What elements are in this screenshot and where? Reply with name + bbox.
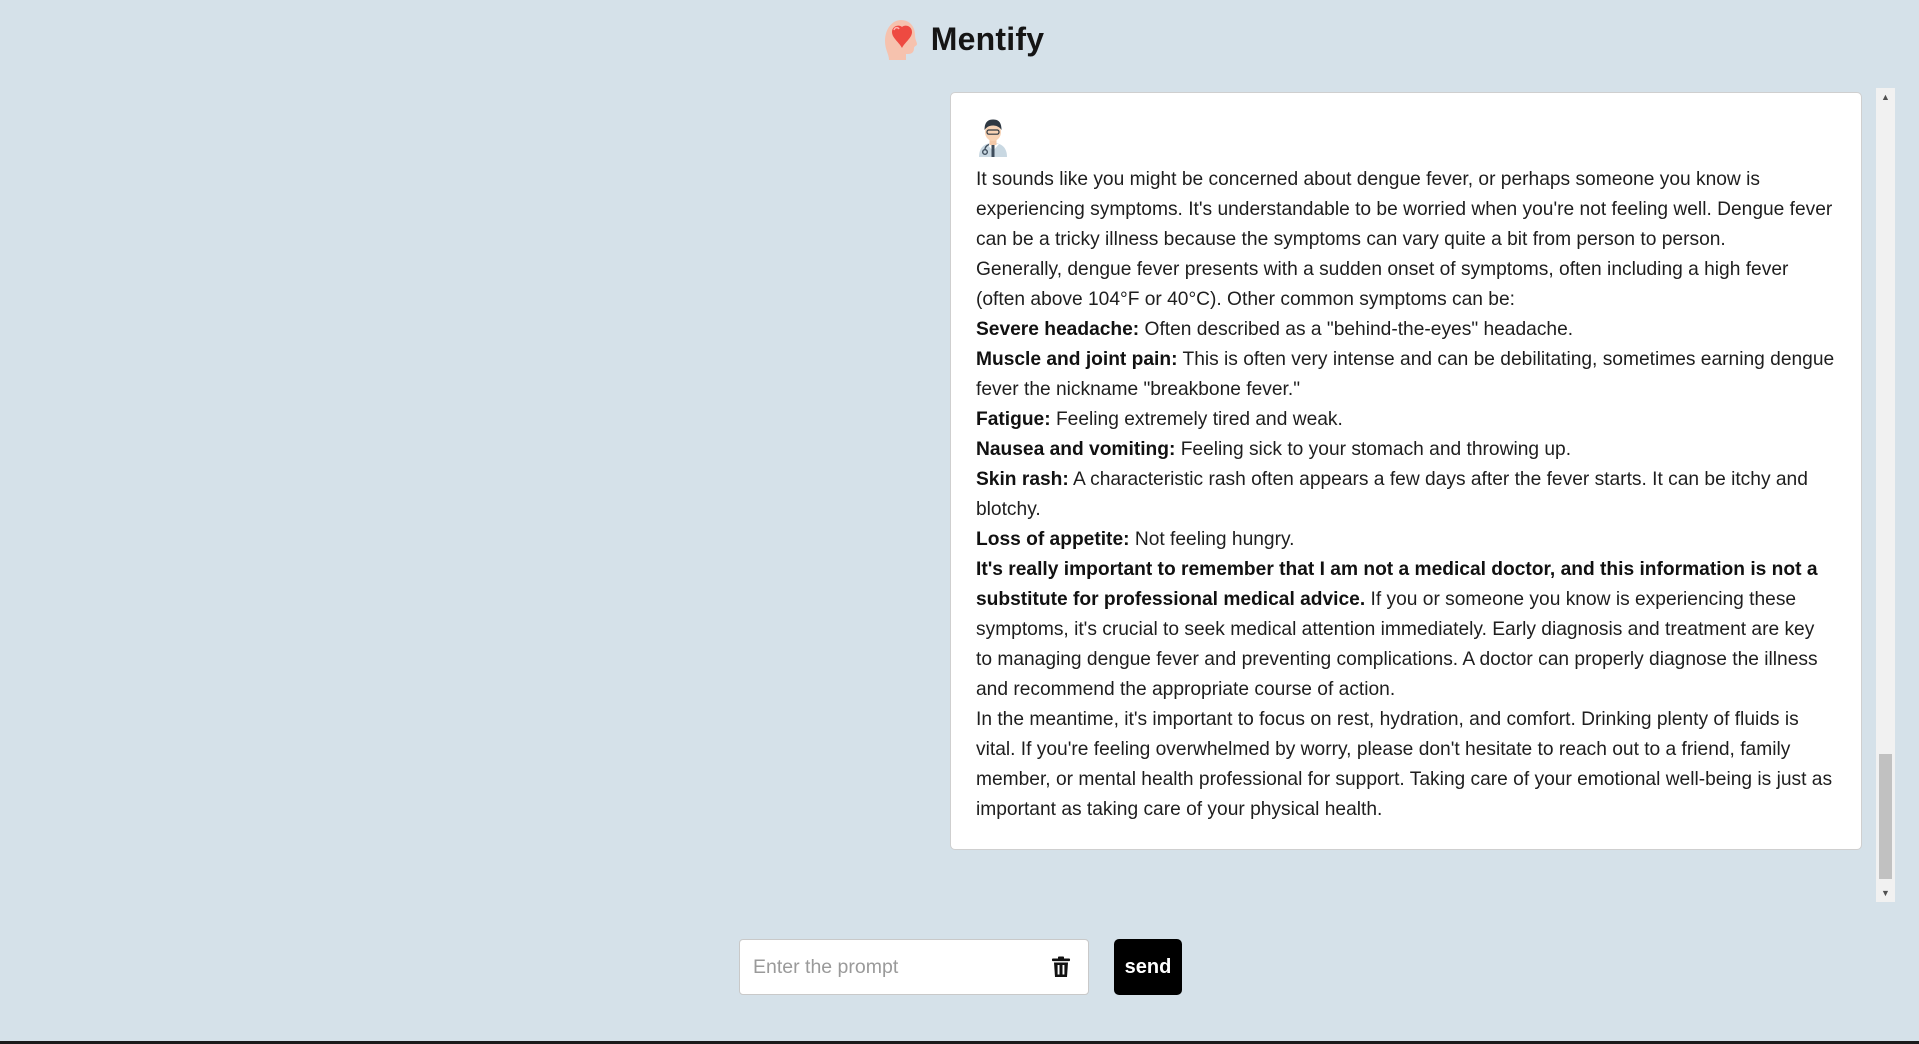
prompt-input[interactable] [740,940,1040,994]
message-body-text: A characteristic rash often appears a few days after the fever starts. It can be itchy and blotchy. [976,469,1808,520]
prompt-input-container [739,939,1089,995]
trash-icon[interactable] [1047,953,1075,981]
message-text [976,165,1835,825]
message-bold-text: Skin rash: [976,469,1069,490]
message-body-text: If you or someone you know is experiencing these symptoms, it's crucial to seek medical attention immediately. Early diagnosis and treatment are key to managing dengue fever and preventing complications. A doctor can properly diagnose the illness and recommend the appropriate course of action. [976,589,1818,700]
message-paragraph [976,345,1835,405]
scroll-up-arrow-icon[interactable]: ▲ [1881,92,1890,102]
message-paragraph [976,705,1835,825]
message-paragraph [976,255,1835,315]
message-bold-text: It's really important to remember that I am not a medical doctor, and this information is not a substitute for professional medical advice. [976,559,1818,610]
send-button[interactable]: send [1114,939,1182,995]
message-paragraph [976,525,1835,555]
message-body-text: Feeling sick to your stomach and throwing up. [1175,439,1572,460]
message-body-text: This is often very intense and can be debilitating, sometimes earning dengue fever the nickname "breakbone fever." [976,349,1835,400]
message-body-text: In the meantime, it's important to focus on rest, hydration, and comfort. Drinking plenty of fluids is vital. If you're feeling overwhelmed by worry, please don't hesitate to reach out to a friend, family member, or mental health professional for support. Taking care of your emotional well-being is just as important as taking care of your physical health. [976,709,1833,820]
scroll-down-arrow-icon[interactable]: ▼ [1881,888,1890,898]
scroll-thumb[interactable] [1879,754,1892,879]
brain-heart-icon [879,14,919,64]
message-bold-text: Fatigue: [976,409,1051,430]
message-body-text: Feeling extremely tired and weak. [1050,409,1343,430]
message-body-text: Often described as a "behind-the-eyes" headache. [1139,319,1574,340]
message-paragraph [976,405,1835,435]
message-body-text: Not feeling hungry. [1129,529,1295,550]
chat-scrollbar[interactable] [1876,88,1895,902]
app-title: Mentify [930,20,1045,57]
message-bold-text: Severe headache: [976,319,1140,340]
message-paragraph [976,555,1835,705]
message-bold-text: Muscle and joint pain: [976,349,1178,370]
message-bold-text: Nausea and vomiting: [976,439,1176,460]
assistant-message [950,92,1862,850]
message-bold-text: Loss of appetite: [976,529,1130,550]
message-body-text: It sounds like you might be concerned about dengue fever, or perhaps someone you know is experiencing symptoms. It's understandable to be worried when you're not feeling well. Dengue fever can be a tricky illness because the symptoms can vary quite a bit from person to person. [976,169,1833,250]
message-paragraph [976,315,1835,345]
message-paragraph [976,435,1835,465]
message-paragraph [976,465,1835,525]
message-body-text: Generally, dengue fever presents with a sudden onset of symptoms, often including a high fever (often above 104°F or 40°C). Other common symptoms can be: [976,259,1789,310]
message-paragraph [976,165,1835,255]
app-header [0,14,1919,64]
doctor-avatar-icon [976,117,1010,157]
